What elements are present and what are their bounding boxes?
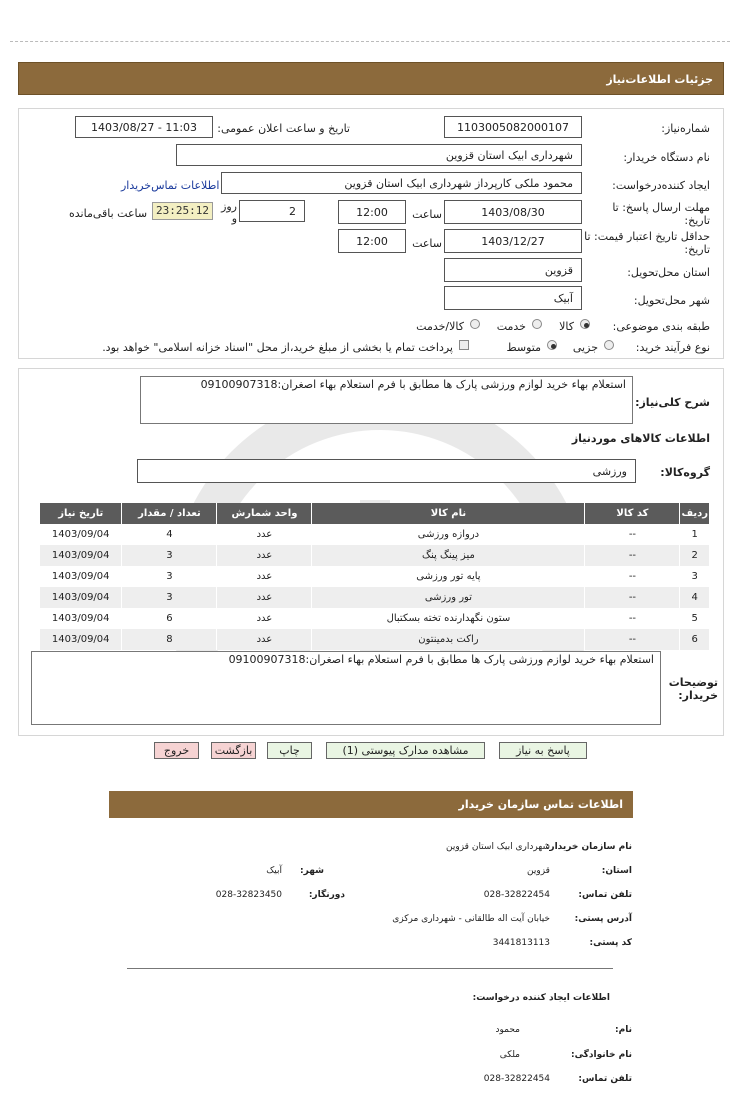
cell-name: ستون نگهدارنده تخته بسکتبال	[311, 608, 584, 629]
cell-date: 1403/09/04	[39, 566, 121, 587]
deadline-time-field: 12:00	[338, 200, 406, 224]
validity-label: حداقل تاریخ اعتبار قیمت: تا تاریخ:	[584, 230, 710, 256]
remaining-timer: 23:25:12	[152, 202, 213, 220]
city-field: آبیک	[444, 286, 582, 310]
print-button[interactable]: چاپ	[267, 742, 312, 759]
buyer-notes-field: استعلام بهاء خرید لوازم ورزشی پارک ها مطابق با فرم استعلام بهاء اصغران:09100907318	[31, 651, 661, 725]
category-both-label: کالا/خدمت	[416, 320, 464, 333]
treasury-payment-label: پرداخت تمام یا بخشی از مبلغ خرید،از محل "اسناد خزانه اسلامی" خواهد بود.	[102, 341, 453, 354]
contact-section-title: اطلاعات تماس سازمان خریدار	[109, 791, 633, 818]
deadline-date-field: 1403/08/30	[444, 200, 582, 224]
validity-date-field: 1403/12/27	[444, 229, 582, 253]
buyer-org-field: شهرداری ابیک استان قزوین	[176, 144, 582, 166]
cell-qty: 3	[121, 566, 216, 587]
cell-unit: عدد	[216, 524, 311, 545]
col-qty-header: تعداد / مقدار	[121, 503, 216, 524]
cell-idx: 4	[679, 587, 709, 608]
cell-code: --	[584, 629, 679, 650]
process-minor-label: جزیی	[572, 341, 598, 354]
contact-city-label: شهر:	[300, 866, 324, 876]
deadline-time-label: ساعت	[412, 208, 442, 221]
goods-group-field: ورزشی	[137, 459, 636, 483]
city-label: شهر محل‌تحویل:	[633, 294, 710, 307]
contact-province-label: استان:	[601, 866, 632, 876]
cell-date: 1403/09/04	[39, 524, 121, 545]
category-service-radio[interactable]	[532, 319, 542, 329]
announce-field: 1403/08/27 - 11:03	[75, 116, 213, 138]
cell-qty: 8	[121, 629, 216, 650]
cell-date: 1403/09/04	[39, 608, 121, 629]
days-field: 2	[239, 200, 305, 222]
cell-name: پایه تور ورزشی	[311, 566, 584, 587]
table-row	[39, 545, 709, 566]
cell-qty: 3	[121, 545, 216, 566]
attachments-button[interactable]: مشاهده مدارک پیوستی (1)	[326, 742, 485, 759]
table-row	[39, 524, 709, 545]
cell-name: میز پینگ پنگ	[311, 545, 584, 566]
remaining-label: ساعت باقی‌مانده	[69, 207, 148, 220]
col-code-header: کد کالا	[584, 503, 679, 524]
cell-code: --	[584, 566, 679, 587]
cell-name: راکت بدمینتون	[311, 629, 584, 650]
requester-label: ایجاد کننده‌درخواست:	[612, 179, 710, 192]
validity-time-label: ساعت	[412, 237, 442, 250]
buyer-notes-label: توضیحات خریدار:	[668, 676, 718, 702]
table-row	[39, 629, 709, 650]
cell-idx: 3	[679, 566, 709, 587]
exit-button[interactable]: خروج	[154, 742, 199, 759]
deadline-label: مهلت ارسال پاسخ: تا تاریخ:	[612, 201, 710, 227]
cell-name: تور ورزشی	[311, 587, 584, 608]
contact-city-value: آبیک	[266, 866, 282, 876]
creator-phone-value: 028-32822454	[483, 1074, 550, 1084]
province-field: قزوین	[444, 258, 582, 282]
validity-time-field: 12:00	[338, 229, 406, 253]
table-row	[39, 566, 709, 587]
back-button[interactable]: بازگشت	[211, 742, 256, 759]
category-goods-radio[interactable]	[580, 319, 590, 329]
cell-date: 1403/09/04	[39, 587, 121, 608]
col-unit-header: واحد شمارش	[216, 503, 311, 524]
cell-code: --	[584, 608, 679, 629]
province-label: استان محل‌تحویل:	[627, 266, 710, 279]
contact-divider	[127, 968, 613, 969]
goods-info-label: اطلاعات کالاهای موردنیاز	[571, 432, 710, 445]
requester-field: محمود ملکی کارپرداز شهرداری ابیک استان قزوین	[221, 172, 582, 194]
buyer-contact-link[interactable]: اطلاعات تماس‌خریدار	[121, 179, 220, 192]
cell-unit: عدد	[216, 587, 311, 608]
contact-address-label: آدرس پستی:	[574, 914, 632, 924]
cell-idx: 2	[679, 545, 709, 566]
cell-unit: عدد	[216, 566, 311, 587]
col-name-header: نام کالا	[311, 503, 584, 524]
need-number-label: شماره‌نیاز:	[661, 122, 710, 135]
page-title: جزئیات اطلاعات‌نیاز	[18, 62, 724, 95]
cell-date: 1403/09/04	[39, 545, 121, 566]
days-label: روز و	[221, 200, 237, 225]
table-row	[39, 608, 709, 629]
summary-label: شرح کلی‌نیاز:	[635, 396, 710, 409]
need-number-field: 1103005082000107	[444, 116, 582, 138]
category-both-radio[interactable]	[470, 319, 480, 329]
cell-idx: 6	[679, 629, 709, 650]
announce-label: تاریخ و ساعت اعلان عمومی:	[217, 122, 350, 135]
top-divider	[10, 41, 730, 42]
contact-phone-value: 028-32822454	[483, 890, 550, 900]
cell-unit: عدد	[216, 629, 311, 650]
cell-qty: 4	[121, 524, 216, 545]
process-medium-radio[interactable]	[547, 340, 557, 350]
creator-first-name-value: محمود	[495, 1025, 520, 1035]
cell-code: --	[584, 524, 679, 545]
reply-button[interactable]: پاسخ به نیاز	[499, 742, 587, 759]
contact-fax-value: 028-32823450	[215, 890, 282, 900]
col-row-header: ردیف	[679, 503, 709, 524]
cell-unit: عدد	[216, 545, 311, 566]
category-goods-label: کالا	[559, 320, 574, 333]
process-label: نوع فرآیند خرید:	[635, 341, 710, 354]
creator-first-name-label: نام:	[615, 1025, 632, 1035]
creator-section-title: اطلاعات ایجاد کننده درخواست:	[472, 993, 610, 1003]
contact-phone-label: تلفن تماس:	[578, 890, 632, 900]
contact-fax-label: دورنگار:	[308, 890, 345, 900]
cell-date: 1403/09/04	[39, 629, 121, 650]
contact-org-value: شهرداری ابیک استان قزوین	[446, 842, 550, 852]
goods-group-label: گروه‌کالا:	[660, 466, 710, 479]
category-service-label: خدمت	[496, 320, 526, 333]
treasury-payment-checkbox[interactable]	[459, 340, 469, 350]
cell-unit: عدد	[216, 608, 311, 629]
creator-last-name-value: ملکی	[499, 1050, 520, 1060]
cell-code: --	[584, 587, 679, 608]
process-medium-label: متوسط	[506, 341, 541, 354]
process-minor-radio[interactable]	[604, 340, 614, 350]
contact-org-label: نام سازمان خریدار:	[545, 842, 632, 852]
contact-address-value: خیابان آیت اله طالقانی - شهرداری مرکزی	[392, 914, 550, 924]
cell-qty: 6	[121, 608, 216, 629]
creator-phone-label: تلفن تماس:	[578, 1074, 632, 1084]
creator-last-name-label: نام خانوادگی:	[570, 1050, 632, 1060]
cell-name: دروازه ورزشی	[311, 524, 584, 545]
contact-province-value: قزوین	[527, 866, 550, 876]
cell-code: --	[584, 545, 679, 566]
cell-idx: 5	[679, 608, 709, 629]
cell-qty: 3	[121, 587, 216, 608]
category-label: طبقه بندی موضوعی:	[612, 320, 710, 333]
contact-postal-label: کد پستی:	[589, 938, 632, 948]
summary-field: استعلام بهاء خرید لوازم ورزشی پارک ها مطابق با فرم استعلام بهاء اصغران:09100907318	[140, 376, 633, 424]
col-date-header: تاریخ نیاز	[39, 503, 121, 524]
buyer-org-label: نام دستگاه خریدار:	[623, 151, 710, 164]
contact-postal-value: 3441813113	[492, 938, 550, 948]
table-row	[39, 587, 709, 608]
cell-idx: 1	[679, 524, 709, 545]
goods-table	[39, 503, 709, 650]
